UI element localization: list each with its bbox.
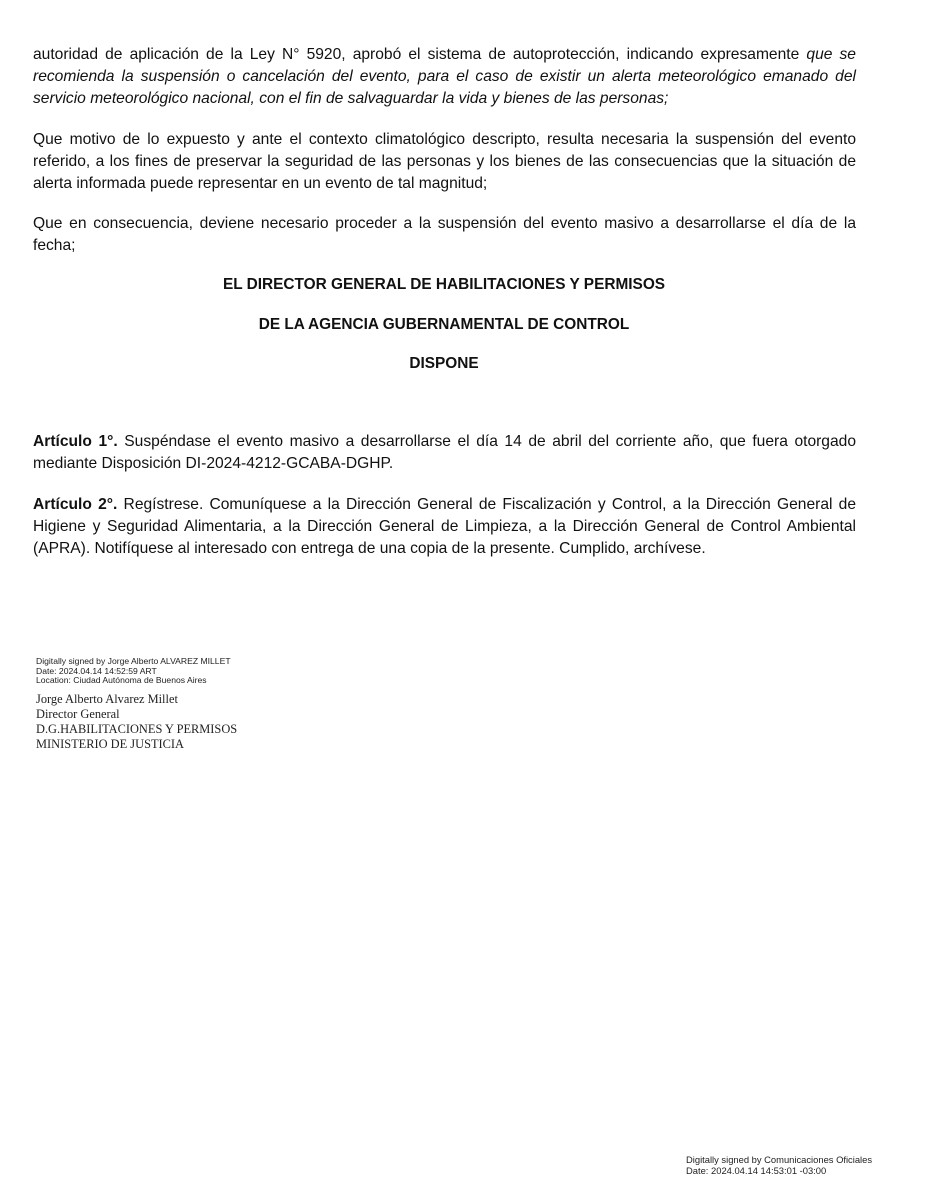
paragraph-consecuencia: Que en consecuencia, deviene necesario proceder a la suspensión del evento masivo a desarrollarse el día de la fecha; — [33, 215, 856, 254]
signatory-department: D.G.HABILITACIONES Y PERMISOS — [36, 722, 238, 736]
article-2-label: Artículo 2°. — [33, 496, 118, 513]
signature-date: Date: 2024.04.14 14:52:59 ART — [36, 665, 157, 676]
signature-location: Location: Ciudad Autónoma de Buenos Aires — [36, 675, 207, 686]
footer-signature-stamp — [686, 1155, 872, 1176]
article-1-label: Artículo 1°. — [33, 433, 118, 450]
article-2-text: Regístrese. Comuníquese a la Dirección General de Fiscalización y Control, a la Dirección General de Higiene y Seguridad Alimentaria, a la Dirección General de Limpieza, a la Dirección General de Control Ambiental (APRA). Notifíquese al interesado con entrega de una copia de la presente. Cumplido, archívese. — [33, 496, 857, 557]
signatory-role: Director General — [36, 707, 120, 721]
article-2 — [33, 494, 856, 560]
heading-agencia: DE LA AGENCIA GUBERNAMENTAL DE CONTROL — [258, 316, 630, 333]
footer-signed-by: Digitally signed by Comunicaciones Oficiales — [686, 1154, 873, 1165]
footer-date: Date: 2024.04.14 14:53:01 -03:00 — [686, 1164, 827, 1176]
paragraph-motivo: Que motivo de lo expuesto y ante el contexto climatológico descripto, resulta necesaria la suspensión del evento referido, a los fines de preservar la seguridad de las personas y los bienes de las consecuencias que la situación de alerta informada puede representar en un evento de tal magnitud; — [33, 131, 856, 192]
heading-dispone: DISPONE — [409, 355, 479, 372]
signatory-ministry: MINISTERIO DE JUSTICIA — [36, 737, 184, 751]
article-1 — [33, 431, 856, 475]
paragraph-text: autoridad de aplicación de la Ley N° 5920, aprobó el sistema de autoprotección, indicando expresamente — [33, 46, 807, 63]
article-1-text: Suspéndase el evento masivo a desarrollarse el día 14 de abril del corriente año, que fuera otorgado mediante Disposición DI-2024-4212-GCABA-DGHP. — [33, 433, 857, 472]
signatory-block — [36, 692, 237, 752]
digital-signature-stamp — [36, 657, 231, 686]
signature-signed-by: Digitally signed by Jorge Alberto ALVAREZ MILLET — [36, 656, 231, 666]
signatory-name: Jorge Alberto Alvarez Millet — [36, 692, 178, 706]
paragraph-autoproteccion — [33, 44, 856, 110]
heading-director-general: EL DIRECTOR GENERAL DE HABILITACIONES Y PERMISOS — [222, 276, 666, 293]
paragraph-italic-quote: que se recomienda la suspensión o cancelación del evento, para el caso de existir un alerta meteorológico emanado del servicio meteorológico nacional, con el fin de salvaguardar la vida y bienes de las personas; — [33, 46, 856, 107]
